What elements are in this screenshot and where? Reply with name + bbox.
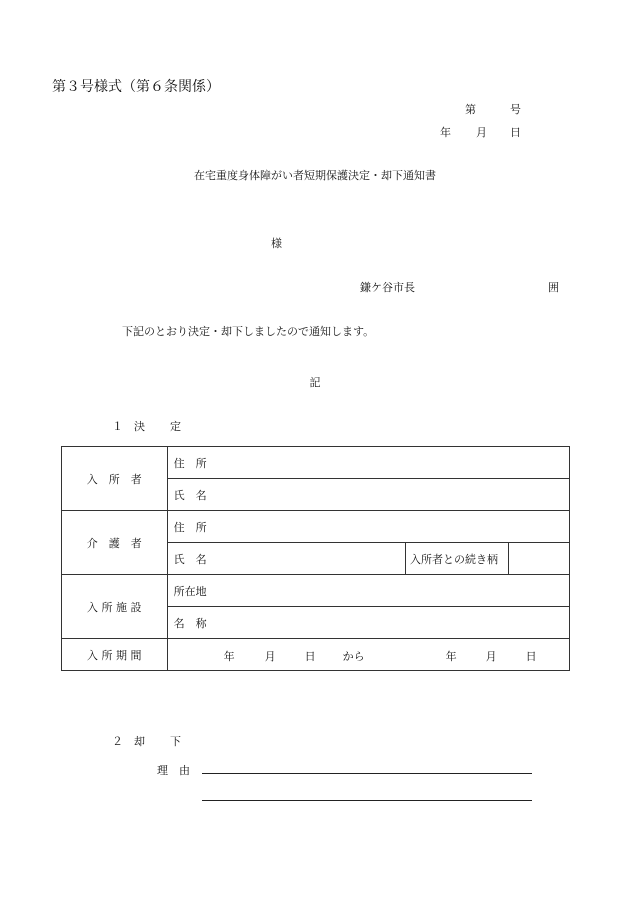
document-title: 在宅重度身体障がい者短期保護決定・却下通知書 (194, 169, 436, 182)
period-month-2: 月 (485, 650, 497, 663)
relationship-label-cell (406, 543, 509, 575)
section2-number: ２ (112, 735, 123, 748)
date-month: 月 (476, 126, 487, 139)
resident-address-label: 住 所 (173, 456, 207, 470)
doc-number-go: 号 (510, 103, 521, 116)
resident-name-label: 氏 名 (173, 488, 207, 502)
relationship-value-cell (508, 543, 569, 575)
ki-heading: 記 (309, 376, 321, 389)
caregiver-address-label: 住 所 (173, 520, 207, 534)
period-year: 年 (223, 650, 235, 663)
decision-table (61, 446, 570, 671)
resident-name-cell (167, 479, 569, 511)
facility-location-label: 所在地 (173, 584, 207, 598)
reason-line-2 (202, 800, 532, 801)
resident-address-cell (167, 447, 569, 479)
facility-name-label: 名 称 (173, 616, 207, 630)
resident-header: 入 所 者 (62, 447, 168, 511)
period-month: 月 (264, 650, 276, 663)
relationship-label: 入所者との続き柄 (410, 552, 499, 566)
section2-title-2: 下 (170, 735, 181, 748)
reason-line-1 (202, 773, 532, 774)
seal-mark: 囲 (548, 281, 559, 294)
recipient-honorific: 様 (271, 237, 282, 250)
period-day-2: 日 (525, 650, 537, 663)
section1-title-2: 定 (170, 420, 181, 433)
facility-header: 入 所 施 設 (62, 575, 168, 639)
facility-name-cell (167, 607, 569, 639)
reason-label: 理 由 (157, 764, 190, 777)
period-day: 日 (304, 650, 316, 663)
period-header: 入 所 期 間 (62, 639, 168, 671)
doc-number-dai: 第 (465, 103, 476, 116)
issuer-name: 鎌ケ谷市長 (360, 281, 415, 294)
period-from: から (342, 650, 365, 663)
form-number: 第３号様式（第６条関係） (52, 79, 220, 95)
date-year: 年 (440, 126, 451, 139)
section1-number: １ (112, 420, 123, 433)
section1-title: 決 (134, 420, 145, 433)
period-year-2: 年 (445, 650, 457, 663)
facility-location-cell (167, 575, 569, 607)
period-cell (167, 639, 569, 671)
caregiver-name-cell (167, 543, 405, 575)
caregiver-address-cell (167, 511, 569, 543)
caregiver-header: 介 護 者 (62, 511, 168, 575)
caregiver-name-label: 氏 名 (173, 552, 207, 566)
section2-title: 却 (134, 735, 145, 748)
date-day: 日 (510, 126, 521, 139)
body-text: 下記のとおり決定・却下しましたので通知します。 (122, 325, 375, 338)
